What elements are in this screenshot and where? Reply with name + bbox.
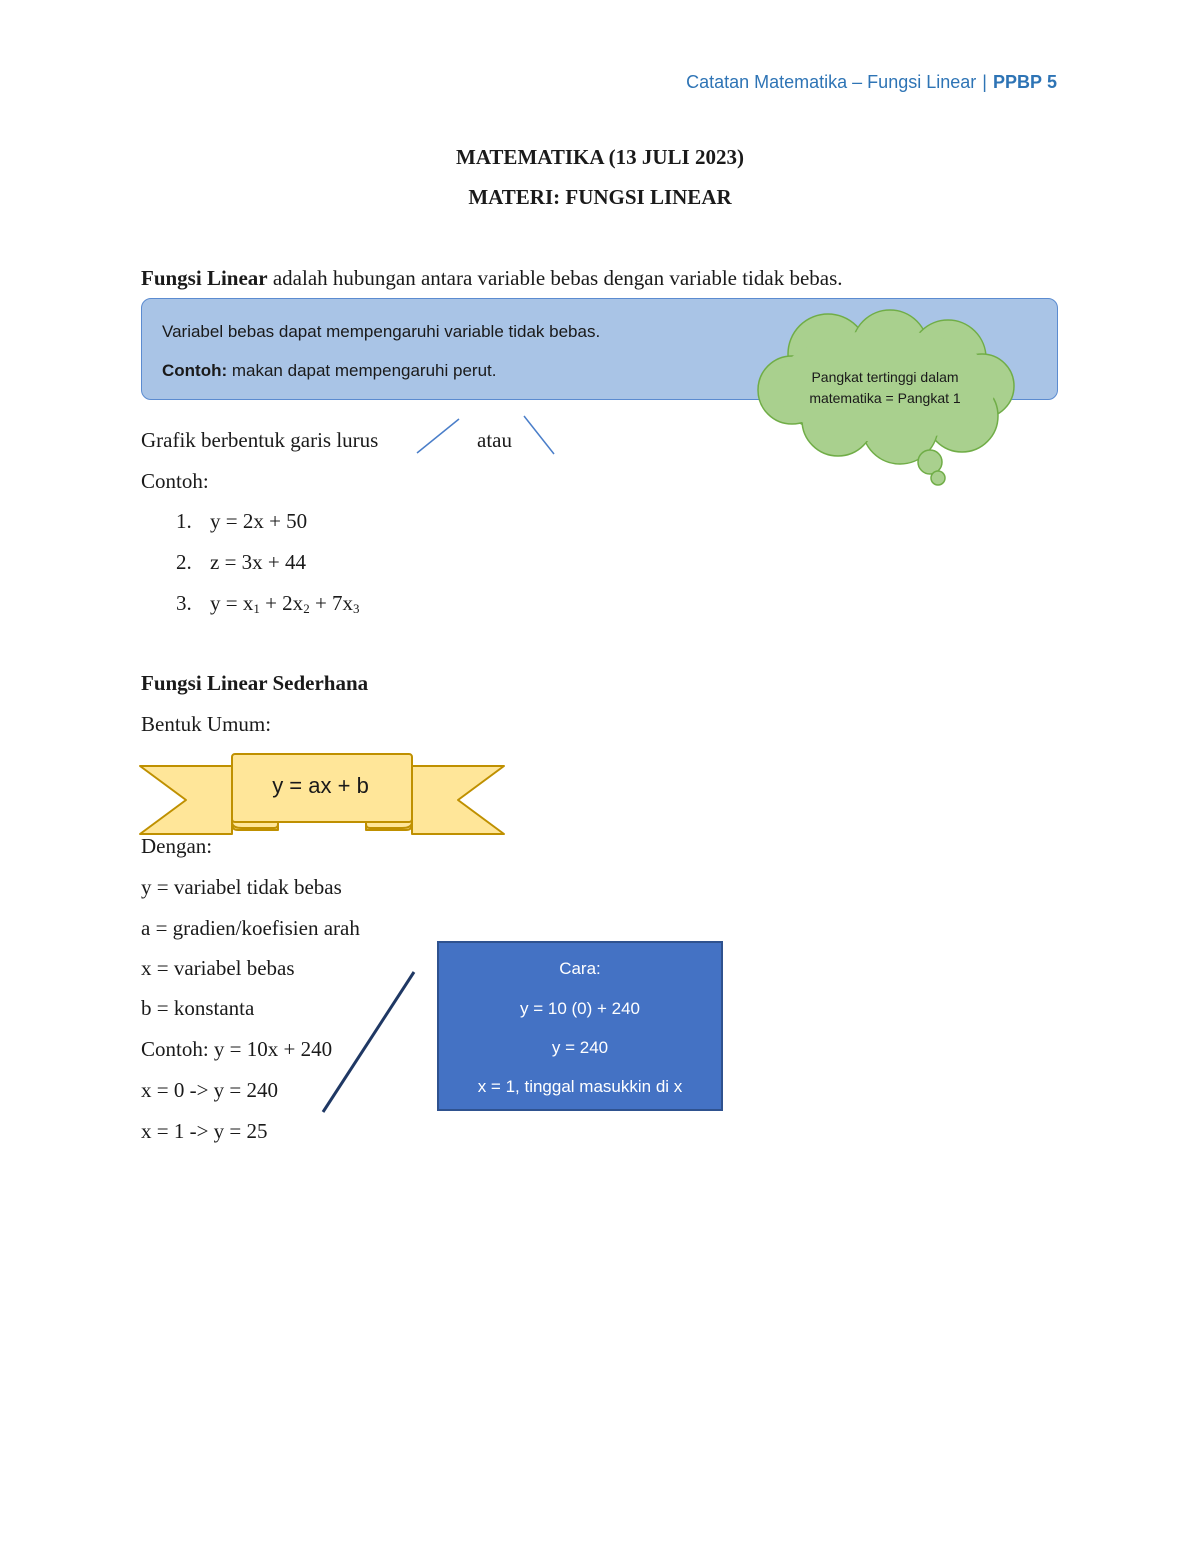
general-form-label: Bentuk Umum:	[141, 712, 272, 736]
header-page-number: 5	[1046, 72, 1057, 92]
section-heading: Fungsi Linear Sederhana	[141, 671, 369, 695]
graph-prefix: Grafik berbentuk garis lurus	[141, 428, 379, 452]
definition-text: adalah hubungan antara variable bebas dengan variable tidak bebas.	[267, 266, 843, 290]
example-text: y = 2x + 50	[210, 509, 308, 533]
subscript: 2	[303, 601, 310, 616]
document-title: MATEMATIKA (13 JULI 2023)	[456, 145, 744, 169]
example-part: y = x	[210, 591, 254, 615]
graph-description	[141, 428, 378, 453]
ribbon-left-tail	[140, 766, 232, 834]
definition-a: a = gradien/koefisien arah	[141, 916, 360, 940]
ribbon-right-tail	[412, 766, 504, 834]
definition-y: y = variabel tidak bebas	[141, 875, 342, 899]
cloud-line-2: matematika = Pangkat 1	[809, 390, 961, 406]
definition-term: Fungsi Linear	[141, 266, 268, 290]
subscript: 3	[353, 601, 360, 616]
callout-label: Contoh:	[162, 361, 228, 380]
cloud-text	[770, 367, 1000, 409]
example-item-2	[176, 550, 306, 575]
header-page-label: PPBP	[992, 72, 1042, 92]
example-num: 3.	[176, 591, 192, 615]
document-subtitle: MATERI: FUNGSI LINEAR	[468, 185, 732, 209]
definition-paragraph	[141, 266, 843, 291]
general-formula: y = ax + b	[272, 773, 369, 798]
method-line-2: y = 240	[551, 1038, 609, 1057]
method-line-1: y = 10 (0) + 240	[519, 999, 641, 1018]
example-x1: x = 1 -> y = 25	[141, 1119, 268, 1143]
header-separator: |	[982, 72, 987, 92]
examples-label: Contoh:	[141, 469, 209, 493]
cloud-line-1: Pangkat tertinggi dalam	[811, 369, 959, 385]
example-item-3	[176, 591, 360, 617]
header-title: Catatan Matematika – Fungsi Linear	[686, 72, 977, 92]
cloud-bubble-small	[931, 471, 945, 485]
definition-x: x = variabel bebas	[141, 956, 295, 980]
definition-b: b = konstanta	[141, 996, 255, 1020]
method-title: Cara:	[559, 959, 601, 978]
page-header	[686, 72, 1057, 93]
callout-line-1: Variabel bebas dapat mempengaruhi variable tidak bebas.	[162, 322, 601, 341]
example-part: + 2x	[259, 591, 304, 615]
falling-line-icon	[522, 414, 562, 458]
callout-text: makan dapat mempengaruhi perut.	[227, 361, 497, 380]
linear-graph-line	[318, 968, 420, 1116]
callout-line-2	[162, 361, 496, 381]
example-text: z = 3x + 44	[210, 550, 307, 574]
example-x0: x = 0 -> y = 240	[141, 1078, 279, 1102]
example-num: 1.	[176, 509, 192, 533]
graph-or: atau	[477, 428, 512, 452]
method-line-3: x = 1, tinggal masukkin di x	[477, 1077, 683, 1096]
example-part: + 7x	[309, 591, 354, 615]
method-box	[437, 941, 723, 1111]
subscript: 1	[253, 601, 260, 616]
rising-line-icon	[415, 417, 463, 457]
example-equation: Contoh: y = 10x + 240	[141, 1037, 333, 1061]
example-item-1	[176, 509, 307, 534]
example-num: 2.	[176, 550, 192, 574]
with-label: Dengan:	[141, 834, 213, 858]
